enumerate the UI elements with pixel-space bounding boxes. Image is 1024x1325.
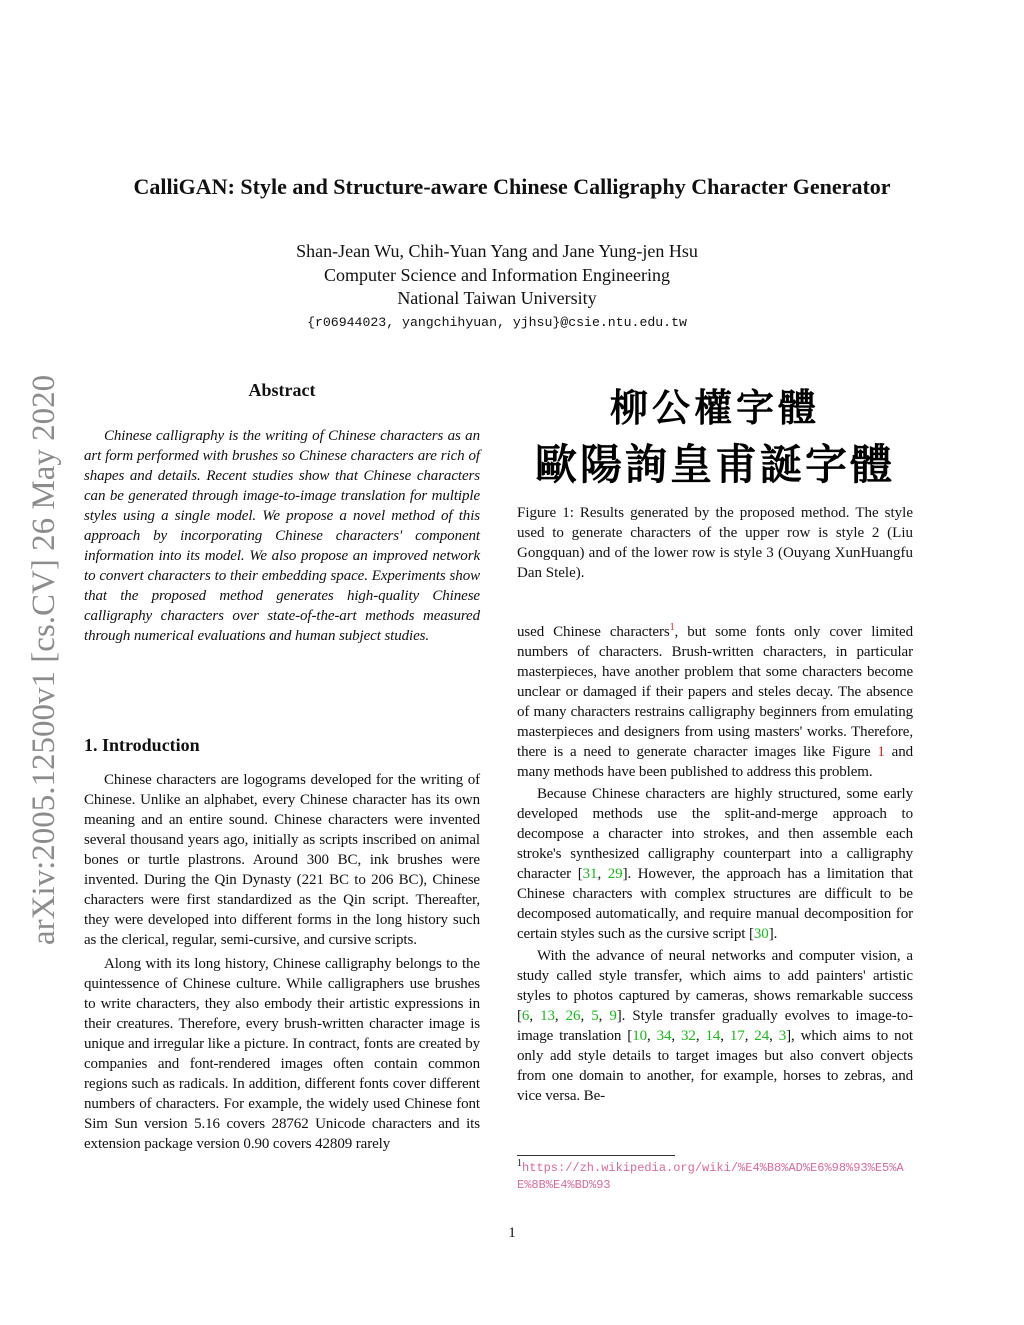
text-run: Because Chinese characters are highly structured, some early developed methods use the split-and-merge approach to decompose a character into strokes, and then assemble each stroke's synthesized calligraphy counterpart into a calligraphy character [ <box>517 786 913 882</box>
abstract-heading: Abstract <box>248 380 316 400</box>
footnote-rule <box>517 1155 675 1156</box>
figure-1 <box>517 385 913 495</box>
right-paragraph-1 <box>517 622 913 782</box>
figure-row-1: 柳公權字體 <box>609 385 821 430</box>
footnote <box>517 1160 917 1194</box>
paper-title: CalliGAN: Style and Structure-aware Chinese Calligraphy Character Generator <box>133 174 891 199</box>
text-run: ], which aims to not only add style details to target images but also convert objects from one domain to another, for example, horses to zebras, and vice versa. Be- <box>517 1028 913 1104</box>
author-names: Shan-Jean Wu, Chih-Yuan Yang and Jane Yung-jen Hsu <box>296 241 698 261</box>
citation-link[interactable]: 17 <box>729 1028 745 1044</box>
citation-link[interactable]: 3 <box>778 1028 787 1044</box>
text-run: and many methods have been published to address this problem. <box>517 744 913 780</box>
footnote-url[interactable]: https://zh.wikipedia.org/wiki/%E4%B8%AD%E6%98%93%E5%AE%8B%E4%BD%93 <box>517 1161 904 1192</box>
citation-link[interactable]: 34 <box>656 1028 672 1044</box>
author-university: National Taiwan University <box>397 288 597 308</box>
author-emails[interactable]: {r06944023, yangchihyuan, yjhsu}@csie.ntu.edu.tw <box>307 314 687 330</box>
citation-link[interactable]: 26 <box>565 1008 581 1024</box>
citation-link[interactable]: 32 <box>681 1028 696 1044</box>
author-block <box>200 240 794 334</box>
footnote-ref[interactable]: 1 <box>669 622 675 633</box>
text-run: , but some fonts only cover limited numbers of characters. Brush-written characters, in particular masterpieces, have another problem that some characters become unclear or damaged if their papers and steles decay. The absence of many characters restrains calligraphy beginners from emulating masterpieces and designers from using masters' works. Therefore, there is a need to generate character images like Figure <box>517 624 913 760</box>
figure-caption: Figure 1: Results generated by the proposed method. The style used to generate characters of the upper row is style 2 (Liu Gongquan) and of the lower row is style 3 (Ouyang XunHuangfu Dan Stele). <box>517 505 913 581</box>
abstract-body <box>84 426 480 646</box>
text-run: ]. <box>768 926 778 942</box>
intro-paragraph-2: Along with its long history, Chinese calligraphy belongs to the quintessence of Chinese culture. While calligraphers use brushes to write characters, they also embody their artistic expressions in their creatures. Therefore, every brush-written character image is unique and irregular like a picture. In contract, fonts are created by companies and font-rendered images often contain common regions such as radicals. In addition, different fonts cover different numbers of characters. For example, the widely used Chinese font Sim Sun version 5.16 covers 28762 Unicode characters and its extension package version 0.90 covers 42809 rarely <box>84 956 480 1152</box>
right-paragraph-3 <box>517 946 913 1106</box>
text-run: , <box>597 866 608 882</box>
citation-link[interactable]: 5 <box>591 1008 599 1024</box>
citation-group: 10, 34, 32, 14, 17, 24, 3 <box>632 1028 787 1044</box>
citation-group: 6, 13, 26, 5, 9 <box>521 1008 617 1024</box>
footnote-mark: 1 <box>517 1158 522 1169</box>
text-run: ]. However, the approach has a limitation that Chinese characters with complex structures are difficult to be decomposed automatically, and require manual decomposition for certain styles such as the cursive script [ <box>517 866 914 942</box>
text-run: ]. Style transfer gradually evolves to image-to-image translation [ <box>517 1008 913 1044</box>
citation-link[interactable]: 13 <box>540 1008 555 1024</box>
citation-link[interactable]: 10 <box>632 1028 647 1044</box>
citation-link[interactable]: 14 <box>705 1028 721 1044</box>
page-number: 1 <box>508 1225 516 1241</box>
text-run: used Chinese characters <box>517 624 670 640</box>
figure-ref[interactable]: 1 <box>877 744 885 760</box>
arxiv-stamp: arXiv:2005.12500v1 [cs.CV] 26 May 2020 <box>26 374 62 945</box>
calligraphy-figure <box>517 385 913 495</box>
right-paragraph-2 <box>517 784 913 944</box>
intro-paragraph-1: Chinese characters are logograms developed for the writing of Chinese. Unlike an alphabet, every Chinese character has its own meaning and an entire sound. Chinese characters were invented several thousand years ago, initially as scripts inscribed on animal bones or turtle plastrons. Around 300 BC, ink brushes were invented. During the Qin Dynasty (221 BC to 206 BC), Chinese characters were first standardized as the Qin script. Thereafter, they were developed into different forms in the long history such as the clerical, regular, semi-cursive, and cursive scripts. <box>84 772 480 948</box>
section-heading-introduction: 1. Introduction <box>84 735 200 755</box>
text-run: With the advance of neural networks and computer vision, a study called style transfer, which aims to add painters' artistic styles to photos captured by cameras, shows remarkable success [ <box>517 948 913 1024</box>
figure-row-2: 歐陽詢皇甫誕字體 <box>534 440 896 489</box>
right-column-body <box>517 622 913 1106</box>
author-department: Computer Science and Information Engineering <box>324 264 670 285</box>
citation-link[interactable]: 9 <box>609 1008 617 1024</box>
abstract-text: Chinese calligraphy is the writing of Chinese characters as an art form performed with brushes so Chinese characters are rich of shapes and details. Recent studies show that Chinese characters can be generated through image-to-image translation for multiple styles using a single model. We propose a novel method of this approach by incorporating Chinese characters' component information into its model. We also propose an improved network to convert characters to their embedding space. Experiments show that the proposed method generates high-quality Chinese calligraphy characters over state-of-the-art methods measured through numerical evaluations and human subject studies. <box>84 428 480 644</box>
introduction-body <box>84 770 480 1154</box>
citation-link[interactable]: 6 <box>521 1008 530 1024</box>
citation-link[interactable]: 30 <box>753 926 769 942</box>
citation-link[interactable]: 29 <box>607 866 623 882</box>
citation-link[interactable]: 31 <box>582 866 598 882</box>
citation-link[interactable]: 24 <box>754 1028 770 1044</box>
